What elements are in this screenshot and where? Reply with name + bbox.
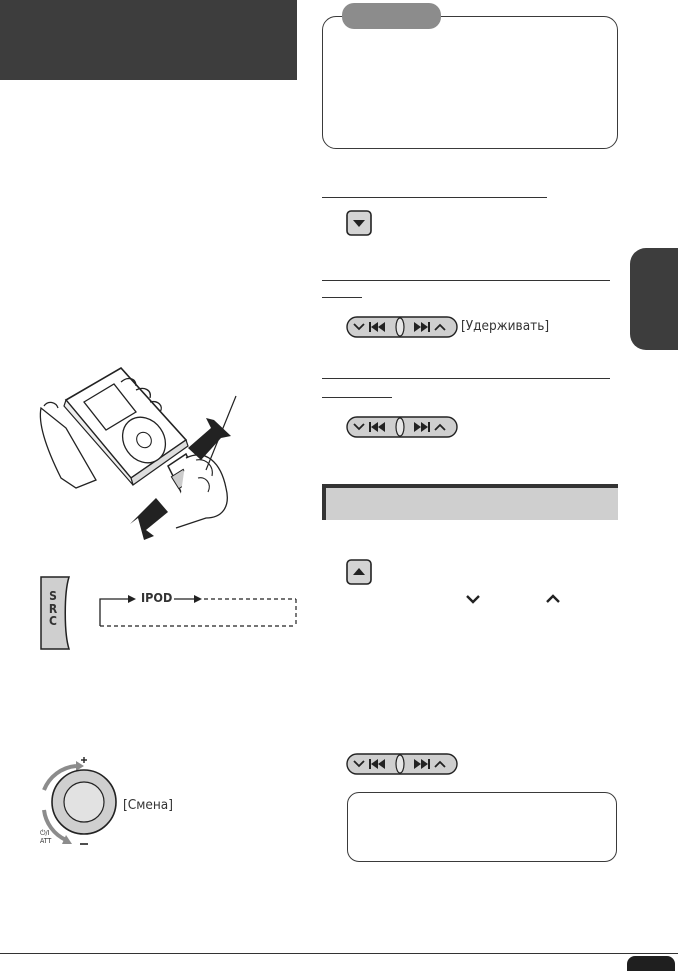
skip-up-down-control-icon (346, 416, 458, 438)
caution-box (322, 16, 618, 149)
source-flow-diagram (98, 588, 298, 628)
src-letter-r: R (48, 601, 58, 616)
heading-underline-3b (322, 397, 392, 398)
page-title-block (0, 0, 297, 80)
change-label: [Смена] (123, 797, 173, 813)
caution-tab (342, 3, 441, 29)
src-letter-s: S (49, 589, 57, 603)
heading-underline-3 (322, 378, 610, 379)
chevron-down-icon (465, 594, 481, 604)
note-box (347, 792, 617, 862)
src-letters (47, 590, 59, 628)
heading-underline-1 (322, 197, 547, 198)
footer-rule (0, 953, 678, 954)
heading-underline-2 (322, 280, 610, 281)
language-side-tab (630, 248, 678, 350)
power-att-label (40, 829, 51, 845)
page-number-badge (627, 956, 675, 971)
chevron-up-icon (545, 594, 561, 604)
ipod-source-label: IPOD (141, 590, 173, 605)
heading-underline-2b (322, 297, 362, 298)
down-arrow-button-icon (346, 210, 372, 236)
skip-up-down-control-icon (346, 753, 458, 775)
att-text: ATT (40, 837, 52, 845)
ipod-connection-illustration (36, 368, 246, 540)
section-heading-bar (322, 484, 618, 520)
src-letter-c: C (49, 614, 57, 628)
skip-up-down-control-icon (346, 316, 458, 338)
power-symbol: ⏻/I (40, 829, 50, 837)
hold-label: [Удерживать] (461, 318, 550, 334)
up-arrow-button-icon (346, 559, 372, 585)
